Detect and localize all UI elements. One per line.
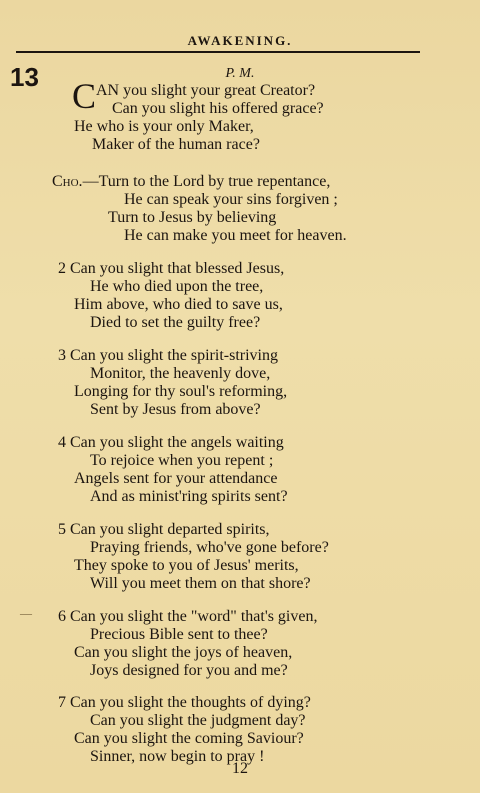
verse-6-line-3: Can you slight the joys of heaven, (74, 644, 293, 661)
hymn-meter: P. M. (225, 66, 255, 81)
verse-1-line-3: He who is your only Maker, (74, 118, 254, 135)
verse-3-line-4: Sent by Jesus from above? (90, 401, 261, 418)
verse-5-line-4: Will you meet them on that shore? (90, 575, 311, 592)
margin-mark: — (20, 606, 32, 620)
header-rule (16, 51, 420, 53)
verse-6-line-4: Joys designed for you and me? (90, 662, 288, 679)
verse-2-line-4: Died to set the guilty free? (90, 314, 261, 331)
verse-1-line-2: Can you slight his offered grace? (112, 100, 324, 117)
verse-3-line-3: Longing for thy soul's reforming, (74, 383, 288, 400)
verse-3-line-1: 3 Can you slight the spirit-striving (58, 347, 278, 364)
verse-6-line-2: Precious Bible sent to thee? (90, 626, 268, 643)
verse-2-line-3: Him above, who died to save us, (74, 296, 283, 313)
verse-5-line-2: Praying friends, who've gone before? (90, 539, 329, 556)
verse-4-line-4: And as minist'ring spirits sent? (90, 488, 288, 505)
verse-5-line-3: They spoke to you of Jesus' merits, (74, 557, 299, 574)
chorus-line-2: He can speak your sins forgiven ; (124, 191, 338, 208)
verse-1-line-1: AN you slight your great Creator? (96, 82, 316, 99)
verse-3-line-2: Monitor, the heavenly dove, (90, 365, 271, 382)
verse-1-line-4: Maker of the human race? (92, 136, 260, 153)
verse-7-line-4: Sinner, now begin to pray ! (90, 748, 265, 765)
running-header: AWAKENING. (187, 33, 293, 48)
chorus-line-3: Turn to Jesus by believing (108, 209, 277, 226)
verse-2-line-2: He who died upon the tree, (90, 278, 264, 295)
verse-6-line-1: 6 Can you slight the "word" that's given, (58, 608, 318, 625)
page-number: 12 (232, 760, 248, 777)
chorus-line-4: He can make you meet for heaven. (124, 227, 347, 244)
verse-4-line-3: Angels sent for your attendance (74, 470, 278, 487)
verse-4-line-1: 4 Can you slight the angels waiting (58, 434, 284, 451)
verse-5-line-1: 5 Can you slight departed spirits, (58, 521, 270, 538)
chorus-line-1 (52, 173, 330, 191)
hymn-number: 13 (10, 62, 39, 92)
verse-4-line-2: To rejoice when you repent ; (90, 452, 274, 469)
verse-7-line-3: Can you slight the coming Saviour? (74, 730, 304, 747)
verse-7-line-2: Can you slight the judgment day? (90, 712, 306, 729)
drop-cap: C (72, 76, 97, 116)
verse-7-line-1: 7 Can you slight the thoughts of dying? (58, 694, 311, 711)
verse-2-line-1: 2 Can you slight that blessed Jesus, (58, 260, 285, 277)
chorus-line-1-text: —Turn to the Lord by true repentance, (82, 173, 331, 190)
chorus-label: Cho. (52, 173, 83, 190)
